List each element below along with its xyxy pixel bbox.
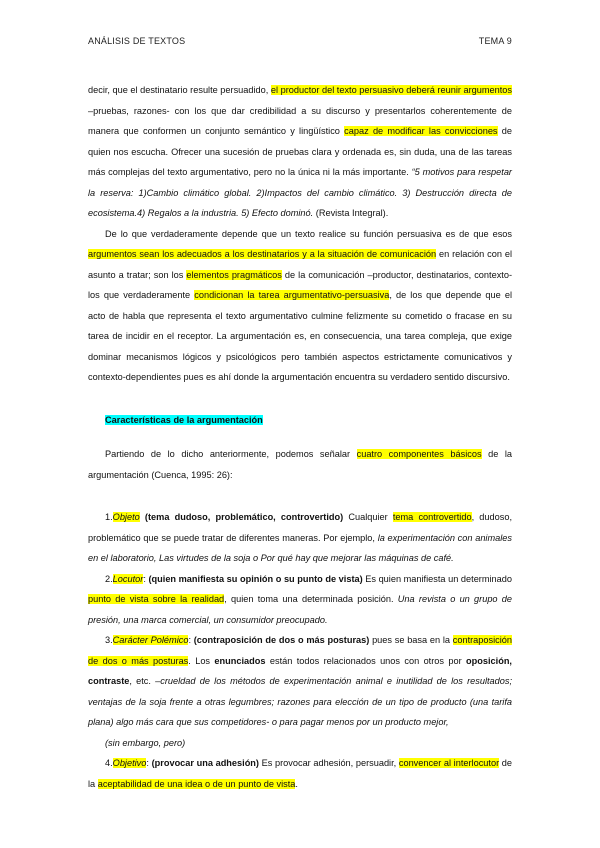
item3-text-4: , etc. – — [129, 676, 161, 686]
header-topic: TEMA 9 — [478, 36, 512, 46]
paragraph-1 — [88, 80, 512, 224]
item1-text-2: , dudoso, problemático que se puede tratar de diferentes maneras. Por ejemplo, — [88, 512, 512, 543]
item2-colon: : — [143, 573, 149, 584]
item4-colon: : — [146, 758, 152, 768]
header-title: ANÁLISIS DE TEXTOS — [88, 36, 186, 46]
p3-text-1: Partiendo de lo dicho anteriormente, podemos señalar — [105, 449, 357, 459]
p3-text-2: de la argumentación (Cuenca, 1995: 26): — [88, 449, 512, 480]
p1-text-1: decir, que el destinatario resulte persuadido, — [88, 85, 271, 95]
p2-highlight-2: elementos pragmáticos — [186, 269, 282, 280]
section-heading-text: Características de la argumentación — [105, 414, 263, 425]
item3-colon: : — [188, 635, 194, 645]
p1-text-2: –pruebas, razones- con los que dar credibilidad a su discurso y presentarlos coherentemente de manera que conformen un conjunto semántico y lingüístico — [88, 105, 512, 136]
item1-example: la experimentación con animales en el laboratorio, Las virtudes de la soja o Por qué hay que mejorar las máquinas de café. — [88, 532, 512, 563]
p2-text-2: en relación con el asunto a tratar; son los — [88, 249, 512, 280]
p2-highlight-3: condicionan la tarea argumentativo-persuasiva — [194, 290, 390, 300]
paragraph-3 — [88, 444, 512, 485]
item1-term: Objeto — [112, 512, 140, 522]
item4-bold: (provocar una adhesión) — [151, 758, 259, 768]
p2-text-3: de la comunicación –productor, destinatarios, contexto- los que verdaderamente — [88, 269, 513, 300]
spacer — [88, 388, 512, 410]
p1-highlight-1: el productor del texto persuasivo deberá reunir argumentos — [270, 85, 512, 95]
p2-text-1: De lo que verdaderamente depende que un texto realice su función persuasiva es de que esos — [105, 228, 512, 239]
item2-bold: (quien manifiesta su opinión o su punto de vista) — [148, 573, 363, 584]
item2-text-2: , quien toma una determinada posición. — [224, 594, 398, 604]
item1-highlight: tema controvertido — [392, 512, 472, 522]
item3-bold-3: oposición, contraste — [88, 655, 512, 686]
item4-text-2: de la — [88, 758, 513, 789]
item4-highlight-2: aceptabilidad de una idea o de un punto de vista — [97, 778, 296, 789]
item2-example: Una revista o un grupo de presión, una marca comercial, un consumidor preocupado. — [88, 594, 513, 625]
item3-number: 3. — [105, 635, 113, 645]
list-item-connectors — [88, 733, 512, 754]
item3-bold-2: enunciados — [214, 655, 266, 666]
item3-highlight: contraposición de dos o más posturas — [88, 635, 512, 666]
p1-source: (Revista Integral). — [313, 208, 389, 218]
item1-text-1: Cualquier — [343, 512, 393, 522]
document-body — [88, 80, 512, 794]
list-item-locutor — [88, 569, 512, 631]
item2-number: 2. — [105, 573, 113, 584]
p2-highlight-1: argumentos sean los adecuados a los destinatarios y a la situación de comunicación — [88, 249, 437, 259]
item3-text-3: están todos relacionados unos con otros por — [265, 655, 467, 666]
item1-number: 1. — [105, 512, 113, 522]
item2-text-1: Es quien manifiesta un determinado — [362, 573, 512, 584]
item3-example-2: (sin embargo, pero) — [105, 737, 186, 748]
item4-text-1: Es provocar adhesión, persuadir, — [258, 758, 399, 768]
item1-bold: (tema dudoso, problemático, controvertido) — [139, 512, 344, 522]
list-item-objeto — [88, 507, 512, 569]
item3-text-1: pues se basa en la — [369, 635, 453, 645]
item3-bold: (contraposición de dos o más posturas) — [193, 635, 370, 645]
p1-highlight-2: capaz de modificar las convicciones — [344, 126, 498, 136]
paragraph-2 — [88, 224, 512, 388]
section-heading — [88, 410, 512, 431]
item3-term: Carácter Polémico — [112, 635, 189, 645]
spacer — [88, 485, 512, 507]
p1-quote: “5 motivos para respetar la reserva: 1)Cambio climático global. 2)Impactos del cambio climático. 3) Destrucción directa de ecosistema.4) Regalos a la industria. 5) Efecto dominó. — [88, 167, 512, 218]
item4-number: 4. — [105, 758, 113, 768]
p2-text-4: , de los que depende que el acto de habla que representa el texto argumentativo culmine felizmente su cometido o fracase en su tarea de incidir en el receptor. La argumentación es, en consecuencia, una tarea compleja, que exige dominar mecanismos lógicos y psicológicos pero también aspectos estrictamente comunicativos y contexto-dependientes pues es ahí donde la argumentación encuentra su verdadero sentido discursivo. — [88, 290, 512, 382]
item4-highlight-1: convencer al interlocutor — [398, 758, 500, 768]
item3-example: crueldad de los métodos de experimentación animal e inutilidad de los resultados; ventajas de la soja frente a otras legumbres; razones para elección de un tipo de producto (una tarifa plana) algo más cara que sus competidores- o para pagar menos por un producto mejor, — [88, 676, 513, 727]
item3-text-2: . Los — [188, 655, 215, 666]
item4-text-3: . — [295, 778, 298, 789]
item4-term: Objetivo — [112, 758, 147, 768]
p3-highlight-1: cuatro componentes básicos — [356, 449, 482, 459]
p1-text-3: de quien nos escucha. Ofrecer una sucesión de pruebas clara y ordenada es, sin duda, una de las tareas más complejas del texto argumentativo, pero no la única ni la más importante. — [88, 126, 513, 177]
item2-term: Locutor — [112, 573, 144, 584]
list-item-caracter-polemico — [88, 630, 512, 733]
item2-highlight: punto de vista sobre la realidad — [88, 594, 225, 604]
spacer — [88, 430, 512, 444]
list-item-objetivo — [88, 753, 512, 794]
